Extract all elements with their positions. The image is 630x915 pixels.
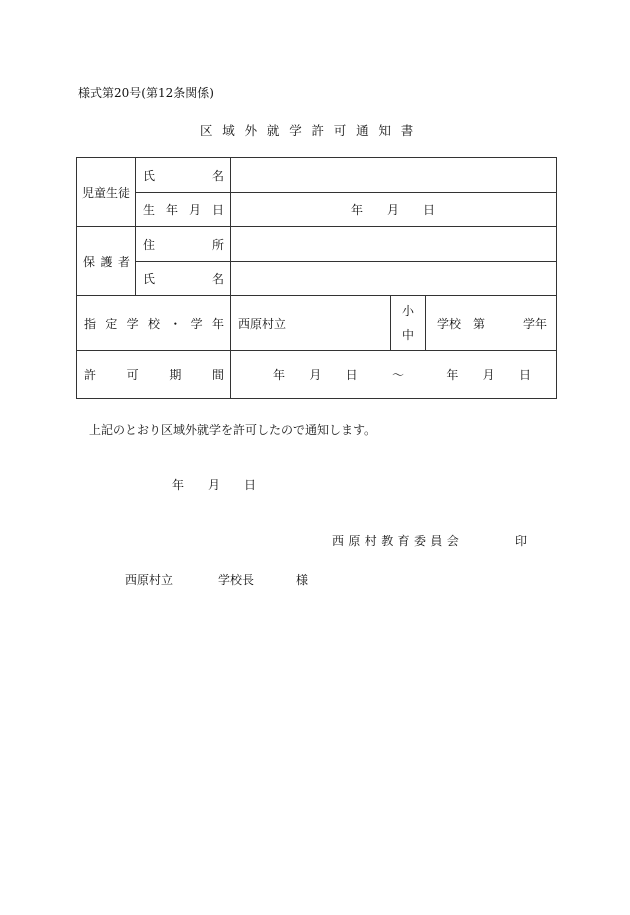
birth-date-field[interactable]: 年 月 日	[231, 193, 557, 227]
student-name-label: 氏 名	[136, 158, 231, 193]
designated-school-label: 指 定 学 校 ・ 学 年	[77, 296, 231, 351]
permission-form-table	[76, 157, 557, 399]
permission-period-row	[77, 351, 557, 399]
document-title: 区域外就学許可通知書	[200, 123, 424, 138]
elementary-option[interactable]: 小	[401, 304, 414, 318]
period-separator: 〜	[391, 368, 404, 382]
notice-body: 上記のとおり区域外就学を許可したので通知します。	[89, 423, 377, 437]
addressee-line: 西原村立 学校長 様	[125, 573, 309, 587]
school-type-cell[interactable]	[391, 296, 426, 351]
student-name-field[interactable]	[231, 158, 557, 193]
student-birth-row	[77, 193, 557, 227]
address-label: 住 所	[136, 227, 231, 262]
form-reference: 様式第20号(第12条関係)	[78, 86, 214, 100]
permission-period-label: 許 可 期 間	[77, 351, 231, 399]
issuer-board: 西原村教育委員会	[332, 534, 464, 548]
guardian-group-label: 保 護 者	[77, 227, 136, 296]
designated-school-row	[77, 296, 557, 351]
student-name-row	[77, 158, 557, 193]
student-group-label: 児童生徒	[77, 158, 136, 227]
village-prefix: 西原村立	[238, 316, 287, 331]
guardian-name-row	[77, 262, 557, 296]
birth-date-label: 生 年 月 日	[136, 193, 231, 227]
address-field[interactable]	[231, 227, 557, 262]
permission-period-field[interactable]: 年 月 日 〜 年 月 日	[231, 351, 557, 399]
school-name-field[interactable]	[231, 296, 391, 351]
junior-high-option[interactable]: 中	[401, 328, 414, 342]
issue-date: 年 月 日	[172, 478, 257, 492]
guardian-address-row	[77, 227, 557, 262]
seal-mark: 印	[515, 534, 528, 548]
grade-field[interactable]: 学校 第 学年	[426, 296, 557, 351]
guardian-name-label: 氏 名	[136, 262, 231, 296]
guardian-name-field[interactable]	[231, 262, 557, 296]
